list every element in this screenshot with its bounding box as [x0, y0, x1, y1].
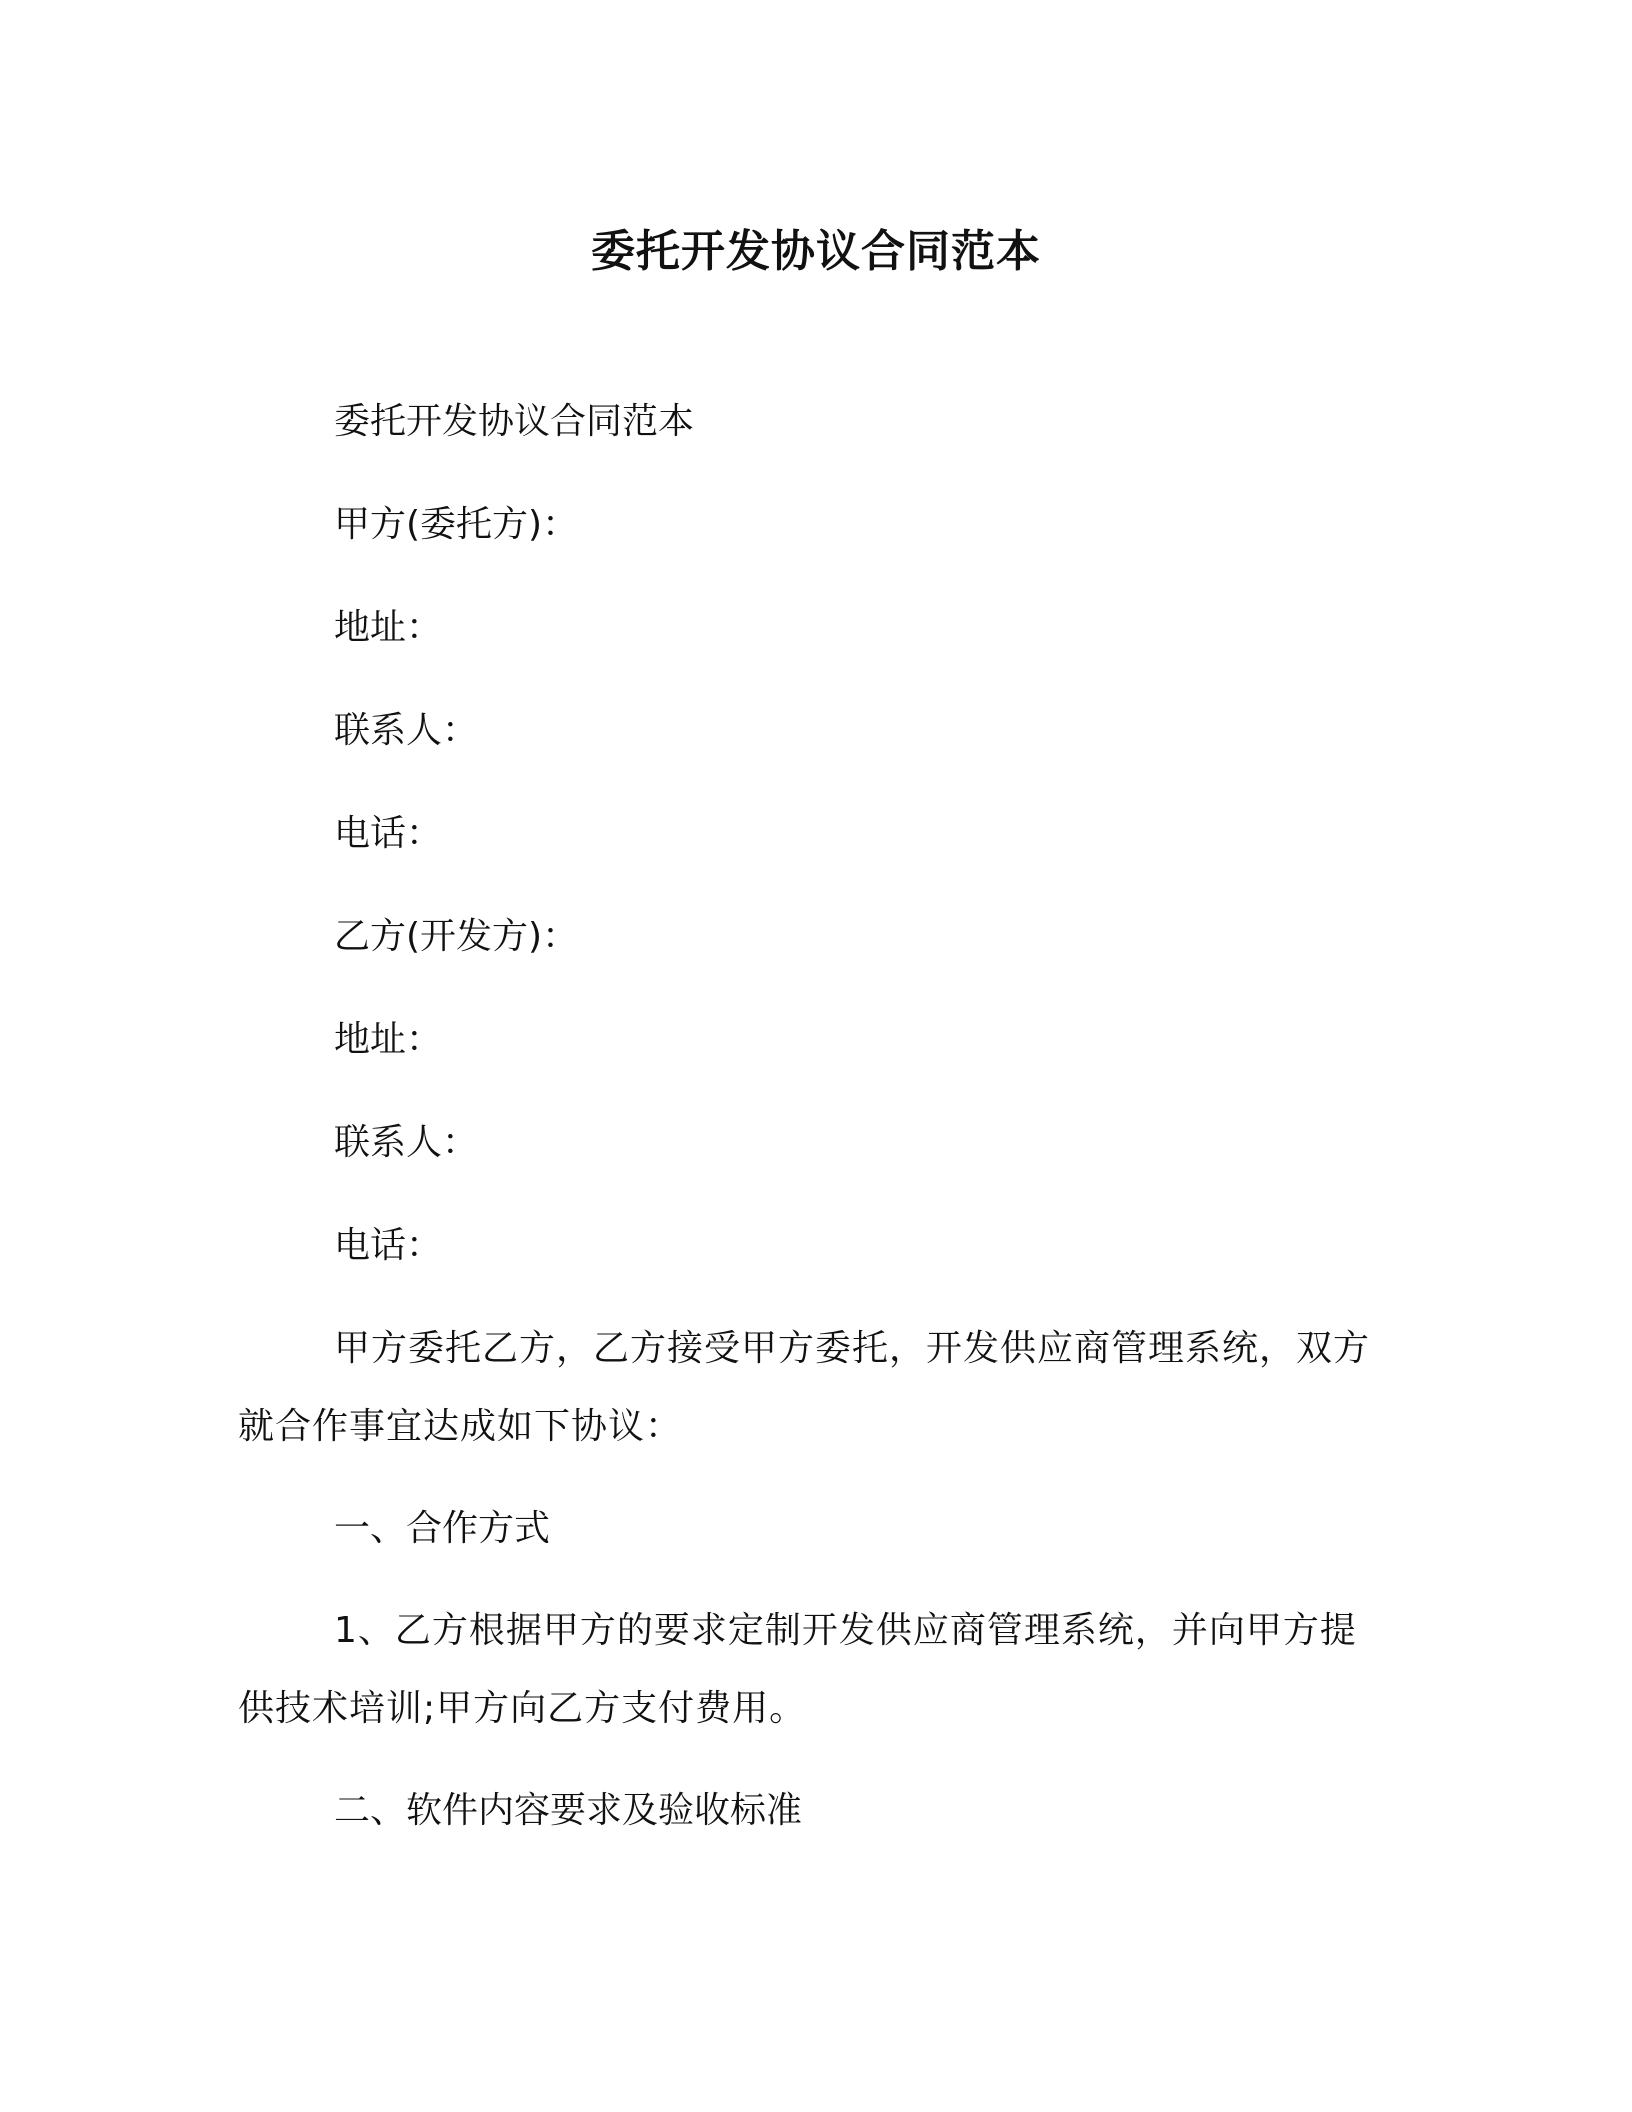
party-b-address: 地址： — [334, 1019, 443, 1060]
party-b-label: 乙方(开发方)： — [334, 916, 579, 957]
document-subtitle: 委托开发协议合同范本 — [334, 401, 695, 442]
party-a-phone: 电话： — [334, 813, 443, 854]
party-b-phone: 电话： — [334, 1225, 443, 1266]
document-title: 委托开发协议合同范本 — [591, 226, 1041, 277]
party-b-contact: 联系人： — [334, 1122, 479, 1163]
party-a-contact: 联系人： — [334, 710, 479, 751]
section-1-clause-1: 1、乙方根据甲方的要求定制开发供应商管理系统，并向甲方提供技术培训;甲方向乙方支付费用。 — [238, 1610, 1357, 1729]
section-2-heading: 二、软件内容要求及验收标准 — [334, 1790, 803, 1831]
section-1-heading: 一、合作方式 — [334, 1508, 551, 1549]
party-a-label: 甲方(委托方)： — [334, 504, 579, 545]
intro-paragraph: 甲方委托乙方，乙方接受甲方委托，开发供应商管理系统，双方就合作事宜达成如下协议： — [238, 1328, 1371, 1447]
party-a-address: 地址： — [334, 607, 443, 648]
